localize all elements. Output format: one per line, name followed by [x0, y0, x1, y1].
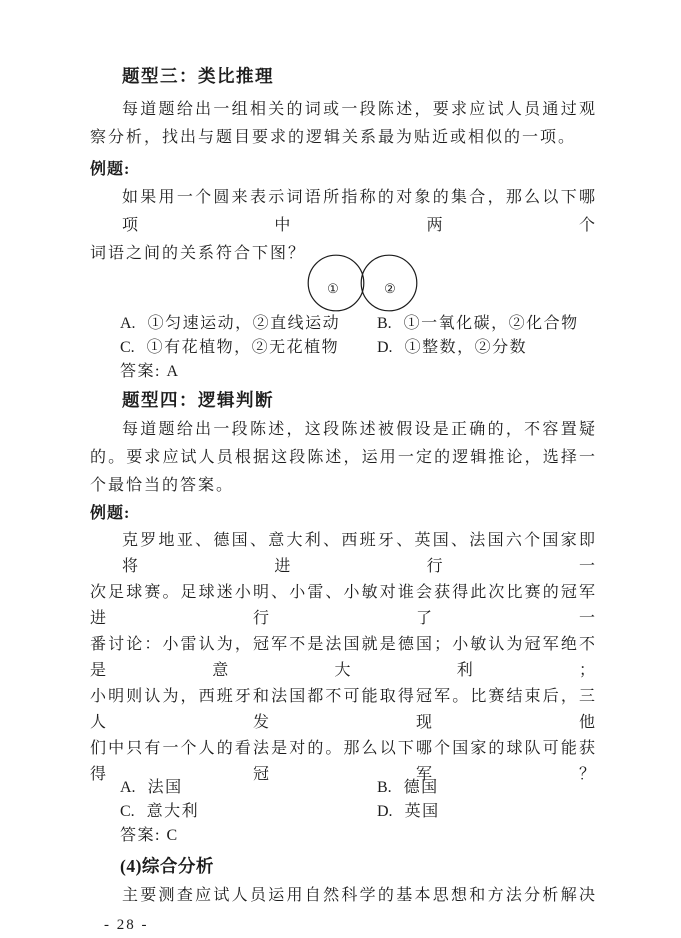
- paragraph-line: 每道题给出一组相关的词或一段陈述，要求应试人员通过观: [122, 101, 597, 118]
- option-a: [120, 776, 377, 800]
- paragraph-line: 番讨论：小雷认为，冠军不是法国就是德国；小敏认为冠军绝不是意大利；: [90, 636, 597, 679]
- page-number: - 28 -: [104, 917, 149, 933]
- type3-answer: 答案: A: [120, 363, 180, 380]
- option-text: 意大利: [146, 803, 200, 820]
- paragraph-line: 每道题给出一段陈述，这段陈述被假设是正确的，不容置疑: [122, 421, 597, 438]
- section-title-type4: 题型四：逻辑判断: [122, 390, 274, 410]
- option-letter: D.: [377, 339, 393, 356]
- paragraph-line: 词语之间的关系符合下图？: [90, 245, 307, 262]
- type4-options-row-1: [90, 776, 597, 800]
- option-letter: A.: [120, 779, 136, 796]
- option-a: [120, 312, 377, 336]
- option-letter: C.: [120, 339, 135, 356]
- paragraph-line: 们中只有一个人的看法是对的。那么以下哪个国家的球队可能获得冠军？: [90, 740, 597, 783]
- option-letter: C.: [120, 803, 135, 820]
- type3-options-row-2: [90, 336, 597, 360]
- option-text: ①匀速运动，②直线运动: [147, 315, 341, 332]
- option-b: [377, 312, 597, 336]
- option-text: 法国: [147, 779, 183, 796]
- section4-paragraph: [90, 882, 597, 910]
- paragraph-line: 如果用一个圆来表示词语所指称的对象的集合，那么以下哪项中两个: [122, 189, 597, 234]
- option-text: 德国: [403, 779, 439, 796]
- section-title-type3: 题型三：类比推理: [122, 66, 274, 86]
- section-title-4: (4)综合分析: [120, 856, 214, 876]
- paragraph-line: 察分析，找出与题目要求的逻辑关系最为贴近或相似的一项。: [90, 129, 577, 146]
- venn-diagram: [305, 254, 427, 312]
- type4-options-row-2: [90, 800, 597, 824]
- type3-options-row-1: [90, 312, 597, 336]
- option-d: [377, 336, 597, 360]
- option-c: [120, 800, 377, 824]
- option-text: ①整数，②分数: [404, 339, 528, 356]
- option-text: ①有花植物，②无花植物: [146, 339, 340, 356]
- venn-circles-figure: [305, 254, 427, 312]
- example-label-type4: 例题:: [90, 505, 131, 522]
- paragraph-line: 个最恰当的答案。: [90, 477, 235, 494]
- paragraph-line: 次足球赛。足球迷小明、小雷、小敏对谁会获得此次比赛的冠军进行了一: [90, 584, 597, 627]
- paragraph-line: 克罗地亚、德国、意大利、西班牙、英国、法国六个国家即将进行一: [122, 532, 597, 575]
- option-letter: B.: [377, 779, 392, 796]
- option-text: ①一氧化碳，②化合物: [403, 315, 579, 332]
- type4-question-paragraph: [90, 528, 597, 788]
- type4-answer: 答案: C: [120, 827, 179, 844]
- option-c: [120, 336, 377, 360]
- venn-left-label: ①: [327, 281, 339, 296]
- option-letter: A.: [120, 315, 136, 332]
- paragraph-line: 主要测查应试人员运用自然科学的基本思想和方法分析解决: [122, 887, 597, 904]
- venn-right-label: ②: [384, 281, 396, 296]
- type4-intro-paragraph: [90, 416, 597, 500]
- option-letter: B.: [377, 315, 392, 332]
- option-letter: D.: [377, 803, 393, 820]
- option-b: [377, 776, 597, 800]
- example-label-type3: 例题:: [90, 161, 131, 178]
- paragraph-line: 小明则认为，西班牙和法国都不可能取得冠军。比赛结束后，三人发现他: [90, 688, 597, 731]
- option-text: 英国: [404, 803, 440, 820]
- paragraph-line: 的。要求应试人员根据这段陈述，运用一定的逻辑推论，选择一: [90, 449, 597, 466]
- type3-intro-paragraph: [90, 96, 597, 152]
- option-d: [377, 800, 597, 824]
